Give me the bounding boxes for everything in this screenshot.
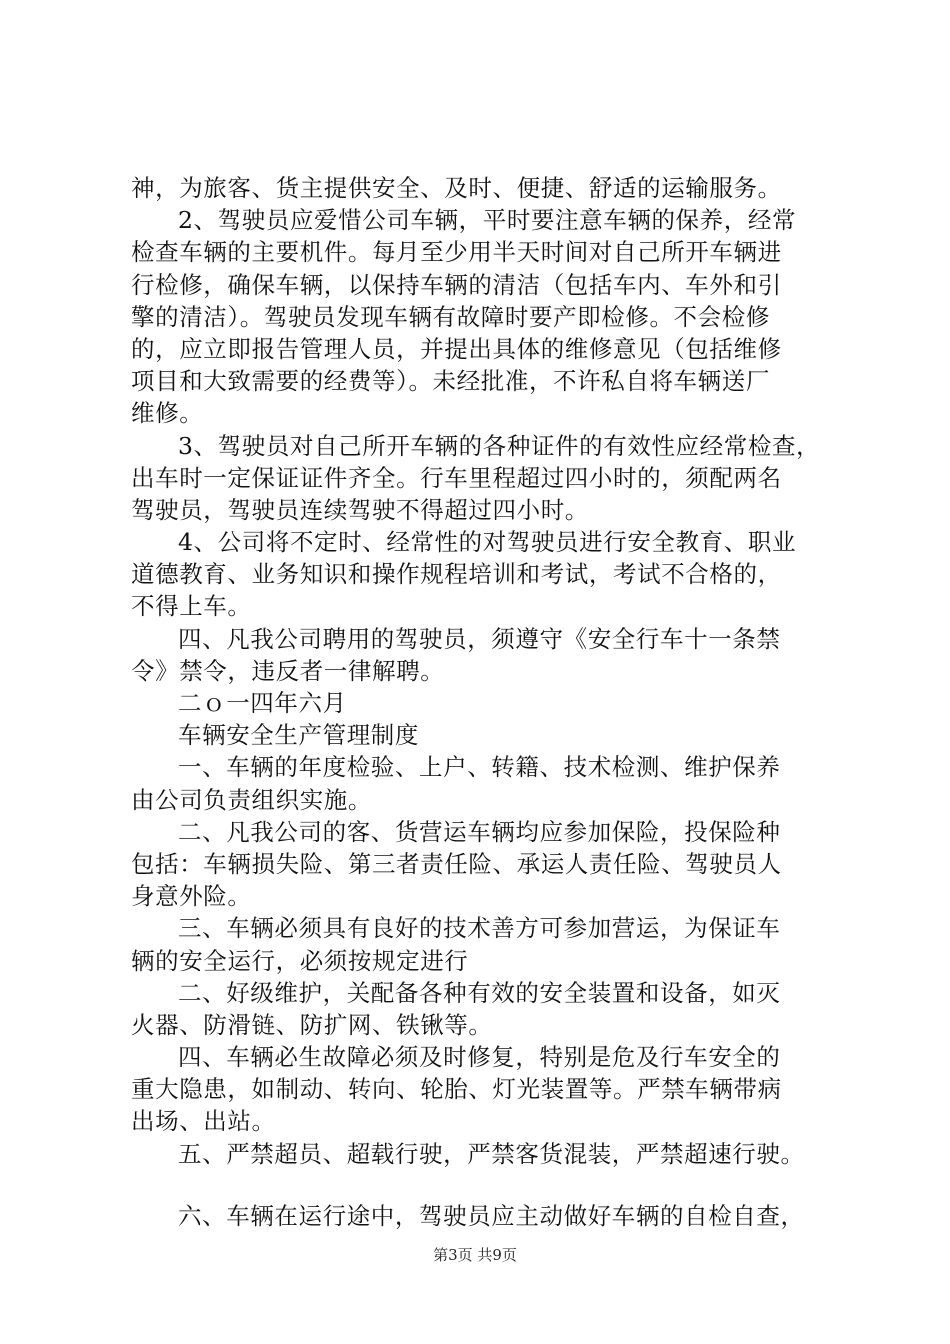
text-line: 辆的安全运行，必须按规定进行 xyxy=(131,946,469,975)
text-line: 3、驾驶员对自己所开车辆的各种证件的有效性应经常检查， xyxy=(178,431,821,460)
text-line: 神，为旅客、货主提供安全、及时、便捷、舒适的运输服务。 xyxy=(131,174,782,202)
text-line: 二、凡我公司的客、货营运车辆均应参加保险，投保险种 xyxy=(178,817,781,846)
text-line: 一、车辆的年度检验、上户、转籍、技术检测、维护保养 xyxy=(178,753,781,782)
text-line: 项目和大致需要的经费等）。未经批准，不许私自将车辆送厂 xyxy=(131,367,770,396)
text-line: 道德教育、业务知识和操作规程培训和考试，考试不合格的， xyxy=(131,560,782,589)
document-date: 二ｏ一四年六月 xyxy=(178,689,347,717)
text-line: 不得上车。 xyxy=(131,592,252,621)
text-line: 出车时一定保证证件齐全。行车里程超过四小时的，须配两名 xyxy=(131,463,782,492)
document-body xyxy=(131,172,843,1232)
text-line: 令》禁令，违反者一律解聘。 xyxy=(131,656,445,685)
section-title: 车辆安全生产管理制度 xyxy=(178,721,419,750)
text-line: 四、凡我公司聘用的驾驶员，须遵守《安全行车十一条禁 xyxy=(178,624,781,653)
text-line: 驾驶员，驾驶员连续驾驶不得超过四小时。 xyxy=(131,495,589,524)
text-line: 身意外险。 xyxy=(131,882,252,911)
text-line: 4、公司将不定时、经常性的对驾驶员进行安全教育、职业 xyxy=(178,528,797,557)
text-line: 检查车辆的主要机件。每月至少用半天时间对自己所开车辆进 xyxy=(131,238,782,267)
text-line: 火器、防滑链、防扩网、铁锹等。 xyxy=(131,1010,493,1039)
text-line: 包括：车辆损失险、第三者责任险、承运人责任险、驾驶员人 xyxy=(131,849,782,878)
text-line: 维修。 xyxy=(131,399,204,428)
text-line: 的，应立即报告管理人员，并提出具体的维修意见（包括维修 xyxy=(131,334,782,363)
text-line: 擎的清洁）。驾驶员发现车辆有故障时要产即检修。不会检修 xyxy=(131,302,770,331)
paragraph-gap xyxy=(131,1170,843,1200)
text-line: 行检修，确保车辆，以保持车辆的清洁（包括车内、车外和引 xyxy=(131,270,782,299)
text-line: 出场、出站。 xyxy=(131,1107,276,1136)
text-line: 五、严禁超员、超载行驶，严禁客货混装，严禁超速行驶。 xyxy=(178,1139,805,1168)
text-line: 四、车辆必生故障必须及时修复，特别是危及行车安全的 xyxy=(178,1043,781,1072)
text-line: 三、车辆必须具有良好的技术善方可参加营运，为保证车 xyxy=(178,914,781,943)
text-line: 由公司负责组织实施。 xyxy=(131,785,372,814)
text-line: 二、好级维护，关配备各种有效的安全装置和设备，如灭 xyxy=(178,978,781,1007)
text-line: 六、车辆在运行途中，驾驶员应主动做好车辆的自检自查， xyxy=(178,1201,805,1230)
text-line: 重大隐患，如制动、转向、轮胎、灯光装置等。严禁车辆带病 xyxy=(131,1075,782,1104)
page-number-footer: 第3页 共9页 xyxy=(433,1246,517,1264)
text-line: 2、驾驶员应爱惜公司车辆，平时要注意车辆的保养，经常 xyxy=(178,206,797,235)
